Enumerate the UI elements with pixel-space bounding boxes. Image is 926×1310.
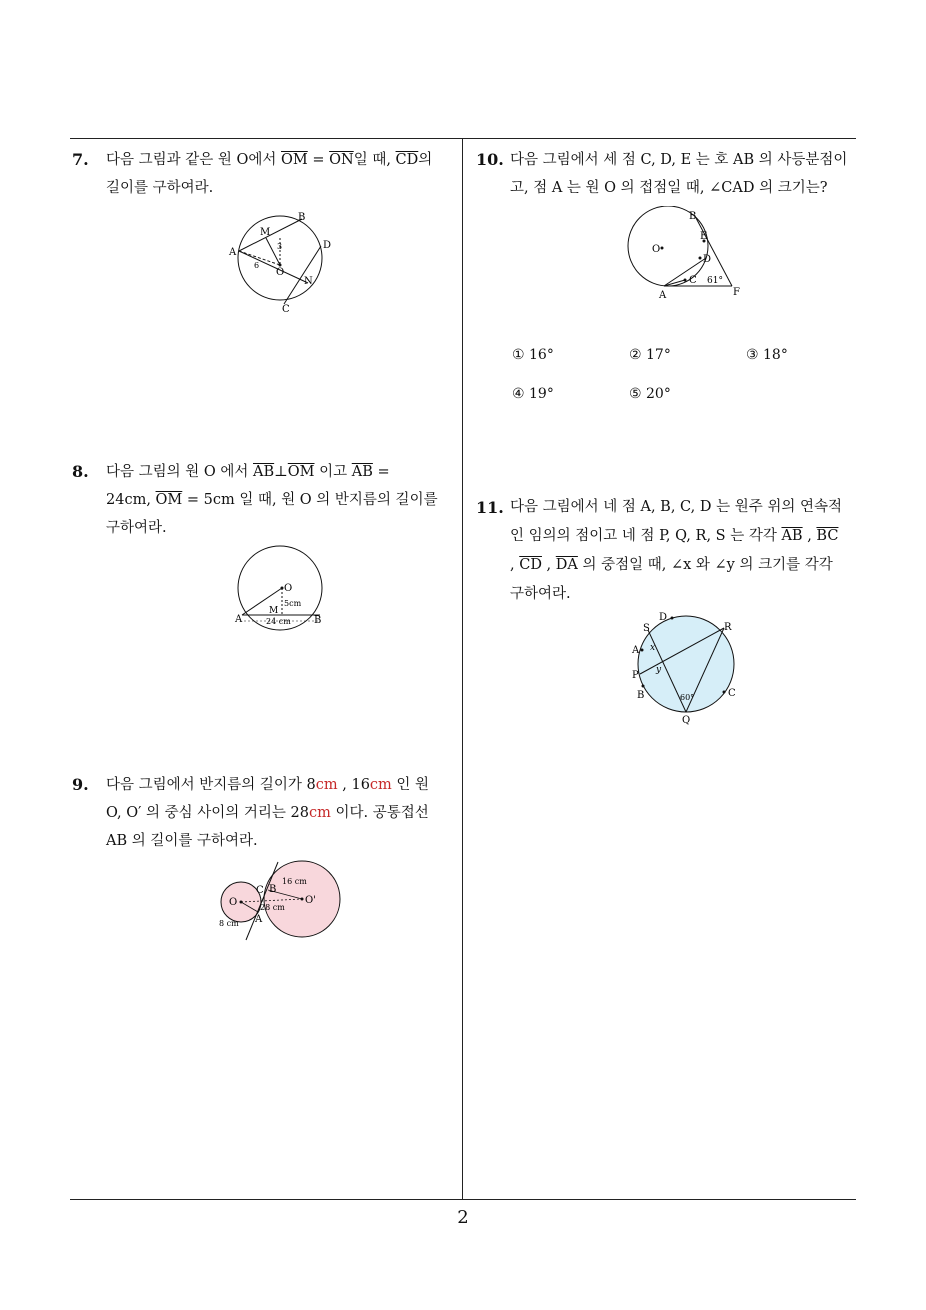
q9-text: O, O′ 의 중심 사이의 거리는 28 [106,805,309,821]
segment-cd: $\overline{CD}$ [395,152,419,168]
question-10 [476,146,860,202]
angle-f: 61° [707,276,723,286]
question-number: 10. [476,150,504,169]
radius-large: 16 cm [282,877,307,886]
label-o: O [276,267,285,278]
length-ab: 24 cm [266,617,291,626]
arc-cd: $\overline{CD}$ [519,557,542,573]
unit-cm: cm [315,777,338,793]
label-a: A [632,645,640,656]
question-number: 8. [72,462,89,481]
question-number: 7. [72,150,89,169]
length-om: 3 [277,242,283,251]
label-d: D [323,240,332,251]
q8-text: 다음 그림의 원 O 에서 [106,464,253,480]
unit-cm: cm [369,777,392,793]
label-c: C [256,885,264,896]
q9-text: , 16 [337,777,370,793]
separator: , [802,528,817,544]
angle-x: x [650,643,656,653]
segment-ab: $\overline{AB}$ [253,464,275,480]
label-d: D [659,612,668,623]
label-m: M [269,606,279,616]
label-o-prime: O' [305,895,316,906]
q7-text: 의 [418,152,433,168]
q8-figure [232,544,330,636]
q9-figure [216,856,344,942]
label-m: M [260,227,271,238]
q8-text-line3: 구하여라. [106,520,167,536]
label-b: B [689,211,697,222]
q10-choices [512,347,842,407]
label-b: B [314,615,322,626]
q11-text: 의 중점일 때, ∠x 와 ∠y 의 크기를 각각 [577,557,833,573]
q8-text: = 5cm 일 때, 원 O 의 반지름의 길이를 [182,492,438,508]
radius-small: 8 cm [219,919,239,928]
segment-om: $\overline{OM}$ [155,492,183,508]
segment-om: $\overline{OM}$ [281,152,308,168]
question-9 [72,771,462,855]
q9-text: 다음 그림에서 반지름의 길이가 8 [106,777,316,793]
label-e: E [700,231,708,242]
question-number: 9. [72,775,89,794]
q8-text: = [372,464,390,480]
question-7 [72,146,462,202]
label-s: S [643,623,650,634]
label-p: P [632,670,639,681]
label-o: O [284,583,293,594]
question-8 [72,458,462,542]
label-r: R [724,622,732,633]
segment-om: $\overline{OM}$ [287,464,315,480]
label-a: A [229,247,237,258]
label-b: B [298,212,306,223]
question-number: 11. [476,498,504,517]
q10-text-line1: 다음 그림에서 세 점 C, D, E 는 호 AB 의 사등분점이 [510,152,848,168]
q7-text: 다음 그림과 같은 원 O에서 [106,152,282,168]
unit-cm: cm [309,805,331,821]
label-f: F [733,287,740,298]
label-o: O [229,897,238,908]
segment-on: $\overline{ON}$ [329,152,354,168]
label-c: C [282,304,290,315]
angle-q: 60° [680,693,695,702]
bottom-rule [70,1199,856,1200]
q10-figure [620,206,750,302]
q10-text-line2: 고, 점 A 는 원 O 의 접점일 때, ∠CAD 의 크기는? [510,180,828,196]
choice-3[interactable]: ③ 18° [746,347,788,363]
q7-text-line2: 길이를 구하여라. [106,180,214,196]
choice-1[interactable]: ① 16° [512,347,554,363]
arc-ab: $\overline{AB}$ [781,528,803,544]
q11-text-line1: 다음 그림에서 네 점 A, B, C, D 는 원주 위의 연속적 [510,499,842,515]
q7-figure [226,208,338,320]
question-11 [476,493,860,609]
q11-text: 인 임의의 점이고 네 점 P, Q, R, S 는 각각 [510,528,782,544]
choice-2[interactable]: ② 17° [629,347,671,363]
angle-y: y [656,665,662,675]
choice-4[interactable]: ④ 19° [512,386,554,402]
arc-da: $\overline{DA}$ [555,557,578,573]
q11-text-line4: 구하여라. [510,586,571,602]
q8-text: 24cm, [106,492,156,508]
label-q: Q [682,715,691,726]
choice-5[interactable]: ⑤ 20° [629,386,671,402]
length-om: 5cm [284,599,302,608]
label-c: C [728,688,736,699]
q7-text: 일 때, [353,152,396,168]
label-n: N [304,276,313,287]
arc-bc: $\overline{BC}$ [816,528,839,544]
column-divider [462,138,463,1200]
page-number: 2 [457,1207,469,1228]
label-d: D [703,254,712,265]
label-a: A [659,290,667,301]
label-b: B [637,690,645,701]
label-c: C [689,275,697,286]
center-distance: 28 cm [260,903,285,912]
perp-symbol: ⊥ [274,464,288,480]
label-o: O [652,244,661,255]
q9-text: 인 원 [391,777,430,793]
equals-sign: = [307,152,330,168]
q9-text-line3: AB 의 길이를 구하여라. [106,833,258,849]
length-am: 6 [254,261,260,270]
q11-figure [626,608,746,726]
q11-text: , [510,557,520,573]
q8-text: 이고 [314,464,352,480]
separator: , [541,557,556,573]
q9-text: 이다. 공통접선 [330,805,429,821]
label-a: A [255,914,263,925]
segment-ab: $\overline{AB}$ [351,464,373,480]
label-b: B [269,884,277,895]
label-a: A [235,614,243,625]
